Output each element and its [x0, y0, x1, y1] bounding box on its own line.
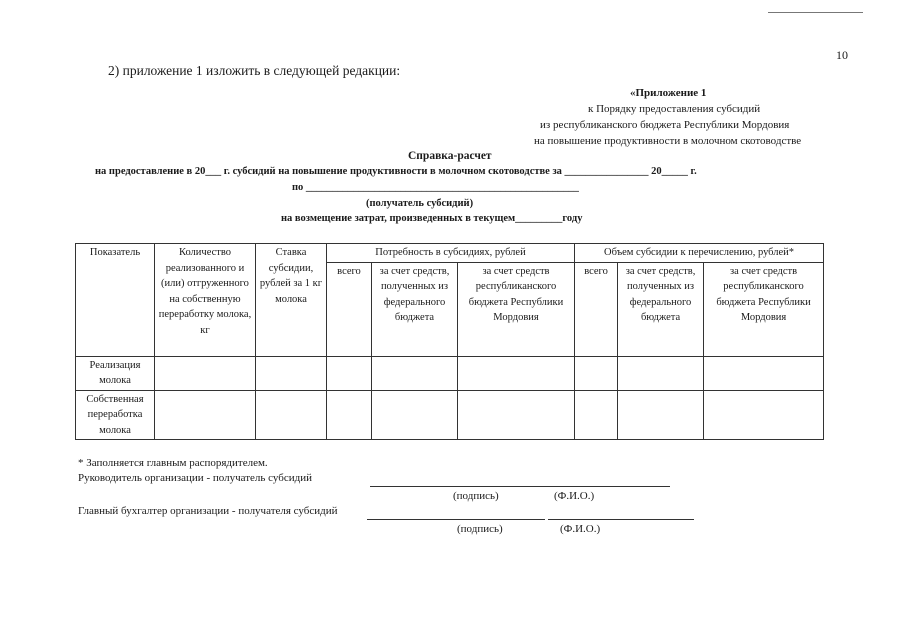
header-quantity: Количество реализованного и (или) отгруженного на собственную переработку молока, кг — [155, 244, 256, 357]
table-cell[interactable] — [155, 390, 256, 440]
scan-top-mark — [768, 12, 863, 13]
head-label: Руководитель организации - получатель субсидий — [78, 472, 312, 484]
header-need-total: всего — [327, 262, 372, 356]
table-cell[interactable] — [458, 390, 575, 440]
accountant-signature-line[interactable] — [367, 519, 545, 520]
page-number: 10 — [836, 48, 848, 62]
title-main: Справка-расчет — [408, 150, 492, 162]
table-cell[interactable] — [155, 356, 256, 390]
header-need-group: Потребность в субсидиях, рублей — [327, 244, 575, 263]
table-cell[interactable] — [575, 356, 618, 390]
header-volume-republic: за счет средств республиканского бюджета Республики Мордовия — [704, 262, 824, 356]
table-cell[interactable] — [618, 356, 704, 390]
title-line-2: по ____________________________________________________ — [292, 182, 579, 193]
table-cell[interactable] — [458, 356, 575, 390]
header-volume-total: всего — [575, 262, 618, 356]
header-rate: Ставка субсидии, рублей за 1 кг молока — [256, 244, 327, 357]
table-cell[interactable] — [327, 390, 372, 440]
head-signature-line[interactable] — [370, 486, 670, 487]
footnote: * Заполняется главным распорядителем. — [78, 457, 268, 469]
name-caption: (Ф.И.О.) — [554, 490, 595, 502]
appendix-title: «Приложение 1 — [630, 87, 707, 99]
header-need-federal: за счет средств, полученных из федерального бюджета — [372, 262, 458, 356]
table-row — [76, 390, 824, 440]
header-indicator: Показатель — [76, 244, 155, 357]
appendix-line-2: к Порядку предоставления субсидий — [588, 103, 761, 115]
name-caption: (Ф.И.О.) — [560, 523, 601, 535]
intro-text: 2) приложение 1 изложить в следующей редакции: — [108, 63, 401, 78]
table-cell[interactable] — [372, 356, 458, 390]
title-line-1: на предоставление в 20___ г. субсидий на повышение продуктивности в молочном скотоводстве за ________________ 20_____ г. — [95, 166, 697, 177]
appendix-line-3: из республиканского бюджета Республики Мордовия — [540, 119, 790, 131]
header-volume-group: Объем субсидии к перечислению, рублей* — [575, 244, 824, 263]
table-cell[interactable] — [575, 390, 618, 440]
signature-caption: (подпись) — [453, 490, 499, 502]
row-label-processing: Собственная переработка молока — [76, 390, 155, 440]
header-volume-federal: за счет средств, полученных из федерального бюджета — [618, 262, 704, 356]
table-cell[interactable] — [327, 356, 372, 390]
table-cell[interactable] — [256, 390, 327, 440]
accountant-label: Главный бухгалтер организации - получателя субсидий — [78, 505, 338, 517]
table-row — [76, 356, 824, 390]
signature-caption: (подпись) — [457, 523, 503, 535]
subsidy-table — [75, 243, 824, 440]
title-line-3: (получатель субсидий) — [366, 198, 474, 209]
header-need-republic: за счет средств республиканского бюджета Республики Мордовия — [458, 262, 575, 356]
table-cell[interactable] — [372, 390, 458, 440]
accountant-name-line[interactable] — [548, 519, 694, 520]
table-cell[interactable] — [256, 356, 327, 390]
table-cell[interactable] — [618, 390, 704, 440]
appendix-line-4: на повышение продуктивности в молочном скотоводстве — [534, 135, 802, 147]
table-cell[interactable] — [704, 356, 824, 390]
table-cell[interactable] — [704, 390, 824, 440]
row-label-sales: Реализация молока — [76, 356, 155, 390]
title-line-4: на возмещение затрат, произведенных в текущем_________году — [281, 213, 583, 224]
